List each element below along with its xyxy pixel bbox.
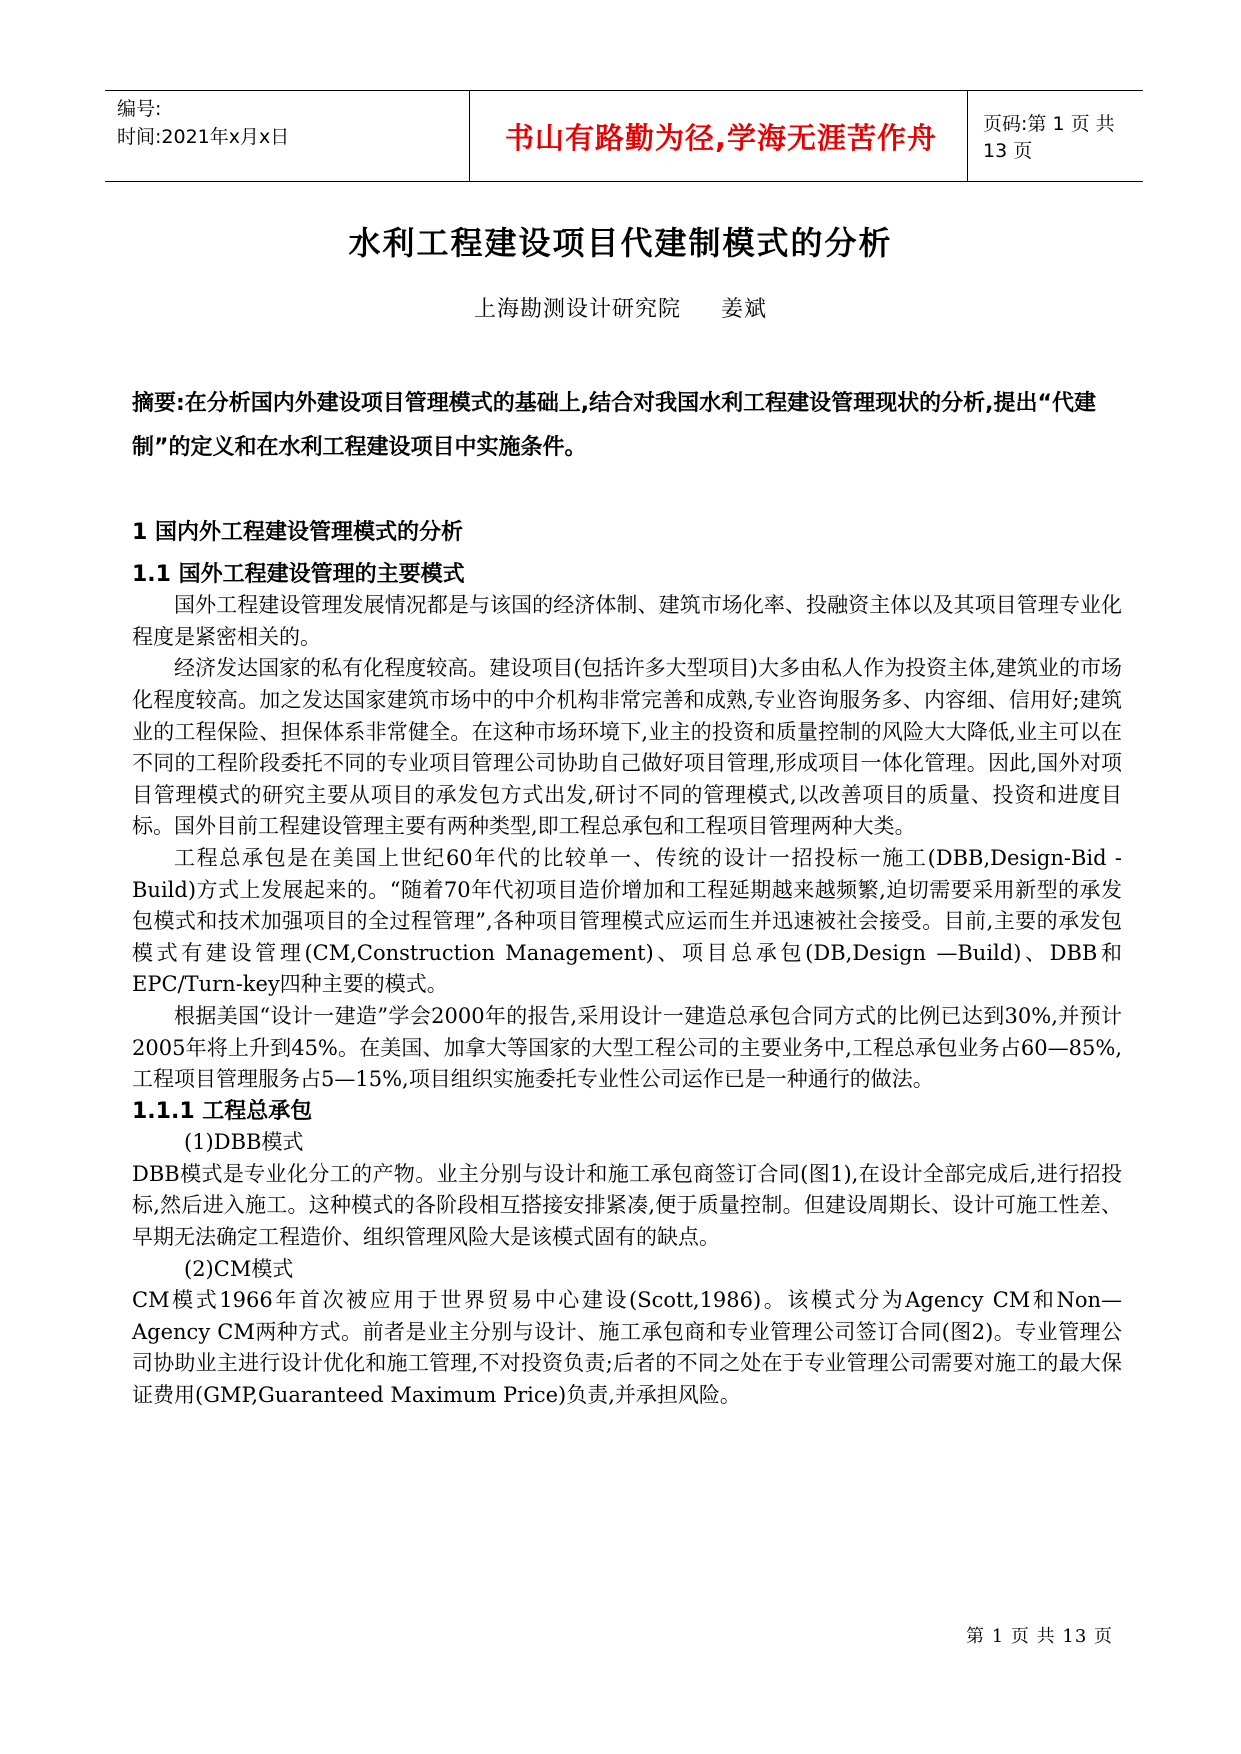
time-label: 时间:2021年x月x日	[117, 126, 290, 148]
section-heading-1-1-1: 1.1.1 工程总承包	[132, 1098, 313, 1124]
header-motto: 书山有路勤为径,学海无涯苦作舟	[504, 120, 938, 155]
abstract: 摘要:在分析国内外建设项目管理模式的基础上,结合对我国水利工程建设管理现状的分析,提出“代建制”的定义和在水利工程建设项目中实施条件。	[132, 391, 1096, 460]
document-header	[105, 90, 1143, 182]
page-footer: 第 1 页 共 13 页	[966, 1626, 1113, 1647]
header-divider-right	[967, 91, 968, 181]
paragraph: DBB模式是专业化分工的产物。业主分别与设计和施工承包商签订合同(图1),在设计全部完成后,进行招投标,然后进入施工。这种模式的各阶段相互搭接安排紧凑,便于质量控制。但建设周期长、设计可施工性差、早期无法确定工程造价、组织管理风险大是该模式固有的缺点。	[132, 1161, 1122, 1250]
paragraph: 根据美国“设计一建造”学会2000年的报告,采用设计一建造总承包合同方式的比例已达到30%,并预计2005年将上升到45%。在美国、加拿大等国家的大型工程公司的主要业务中,工程总承包业务占60—85%,工程项目管理服务占5—15%,项目组织实施委托专业性公司运作已是一种通行的做法。	[132, 1003, 1122, 1092]
document-title: 水利工程建设项目代建制模式的分析	[348, 224, 893, 262]
header-meta	[117, 95, 469, 151]
body-content	[132, 517, 1122, 1412]
header-divider-left	[469, 91, 470, 181]
header-page-info: 页码:第 1 页 共 13 页	[983, 113, 1115, 162]
paragraph: 工程总承包是在美国上世纪60年代的比较单一、传统的设计一招投标一施工(DBB,Design-Bid -Build)方式上发展起来的。“随着70年代初项目造价增加和工程延期越来越频繁,迫切需要采用新型的承发包模式和技术加强项目的全过程管理”,各种项目管理模式应运而生并迅速被社会接受。目前,主要的承发包模式有建设管理(CM,Construction Management)、项目总承包(DB,Design —Build)、DBB和EPC/Turn-key四种主要的模式。	[132, 845, 1122, 997]
paragraph: 国外工程建设管理发展情况都是与该国的经济体制、建筑市场化率、投融资主体以及其项目管理专业化程度是紧密相关的。	[132, 593, 1122, 649]
section-heading-1-1: 1.1 国外工程建设管理的主要模式	[132, 561, 465, 587]
subsection-label-cm: (2)CM模式	[184, 1256, 294, 1281]
author-line: 上海勘测设计研究院 姜斌	[474, 297, 767, 322]
section-heading-1: 1 国内外工程建设管理模式的分析	[132, 520, 463, 545]
subsection-label-dbb: (1)DBB模式	[184, 1130, 304, 1155]
serial-number-label: 编号:	[117, 98, 162, 120]
paragraph: 经济发达国家的私有化程度较高。建设项目(包括许多大型项目)大多由私人作为投资主体,建筑业的市场化程度较高。加之发达国家建筑市场中的中介机构非常完善和成熟,专业咨询服务多、内容细、信用好;建筑业的工程保险、担保体系非常健全。在这种市场环境下,业主的投资和质量控制的风险大大降低,业主可以在不同的工程阶段委托不同的专业项目管理公司协助自己做好项目管理,形成项目一体化管理。因此,国外对项目管理模式的研究主要从项目的承发包方式出发,研讨不同的管理模式,以改善项目的质量、投资和进度目标。国外目前工程建设管理主要有两种类型,即工程总承包和工程项目管理两种大类。	[132, 656, 1122, 839]
paragraph: CM模式1966年首次被应用于世界贸易中心建设(Scott,1986)。该模式分为Agency CM和Non—Agency CM两种方式。前者是业主分别与设计、施工承包商和专业管理公司签订合同(图2)。专业管理公司协助业主进行设计优化和施工管理,不对投资负责;后者的不同之处在于专业管理公司需要对施工的最大保证费用(GMP,Guaranteed Maximum Price)负责,并承担风险。	[132, 1288, 1122, 1408]
